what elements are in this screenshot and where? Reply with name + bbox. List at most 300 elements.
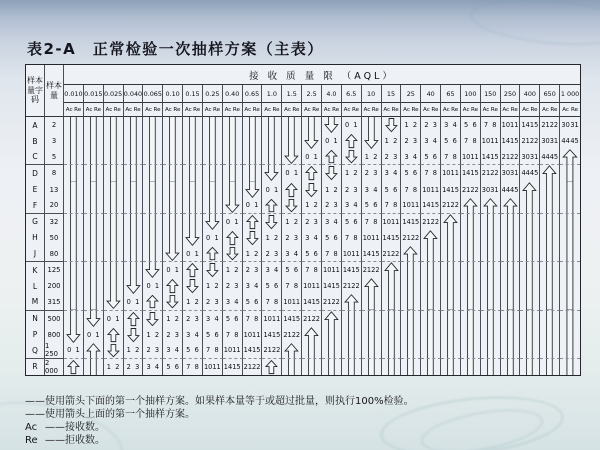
arrow-cell — [84, 359, 104, 375]
up-arrow-icon — [401, 327, 420, 343]
arrow-cell — [501, 230, 521, 246]
row-sample-size: 20 — [45, 198, 64, 214]
arrow-cell — [401, 327, 421, 343]
down-arrow-icon — [203, 165, 222, 181]
acre-subheader: Ac Re — [124, 103, 144, 117]
down-arrow-icon — [124, 165, 143, 181]
arrow-cell — [104, 246, 124, 262]
arrow-cell — [84, 230, 104, 246]
aql-column-value: 0.25 — [203, 85, 223, 103]
arrow-cell — [143, 214, 163, 230]
arrow-cell — [262, 359, 282, 375]
arrow-cell — [262, 214, 282, 230]
up-arrow-icon — [501, 311, 520, 327]
row-code-letter: G — [26, 214, 45, 230]
up-arrow-icon — [461, 198, 480, 213]
up-arrow-icon — [540, 246, 559, 261]
acre-plan-cell: 7 8 — [262, 294, 282, 310]
arrow-cell — [104, 230, 124, 246]
footnote-line: ——使用箭头下面的第一个抽样方案。如果样本量等于或超过批量，则执行100%检验。 — [25, 396, 414, 407]
arrow-cell — [183, 198, 203, 214]
arrow-cell — [481, 327, 501, 343]
up-arrow-icon — [481, 343, 500, 358]
arrow-cell — [461, 246, 481, 262]
arrow-cell — [84, 117, 104, 133]
acre-plan-cell: 7 8 — [441, 149, 461, 165]
up-arrow-icon — [481, 230, 500, 246]
arrow-cell — [243, 182, 263, 198]
arrow-cell — [183, 278, 203, 294]
acre-plan-cell: 3 4 — [262, 262, 282, 278]
arrow-cell — [520, 278, 540, 294]
arrow-cell — [183, 133, 203, 149]
aql-column-value: 40 — [421, 85, 441, 103]
arrow-cell — [282, 133, 302, 149]
up-arrow-icon — [382, 278, 401, 294]
down-arrow-icon — [243, 149, 262, 164]
acre-plan-cell: 2 3 — [401, 133, 421, 149]
arrow-cell — [560, 165, 580, 181]
acre-plan-cell: 30 31 — [520, 149, 540, 165]
up-arrow-icon — [540, 311, 559, 327]
arrow-cell — [362, 359, 382, 375]
arrow-cell — [282, 343, 302, 359]
down-arrow-icon — [183, 182, 202, 198]
up-arrow-icon — [560, 359, 580, 375]
arrow-cell — [501, 278, 521, 294]
up-arrow-icon — [481, 327, 500, 343]
down-arrow-icon — [104, 182, 123, 198]
up-arrow-icon — [401, 278, 420, 294]
arrow-cell — [501, 214, 521, 230]
arrow-cell — [64, 311, 84, 327]
up-arrow-icon — [64, 359, 83, 375]
arrow-cell — [84, 149, 104, 165]
up-arrow-icon — [481, 214, 500, 230]
down-arrow-icon — [64, 230, 83, 246]
down-arrow-icon — [104, 133, 123, 149]
arrow-cell — [520, 359, 540, 375]
acre-plan-cell: 5 6 — [441, 133, 461, 149]
acre-subheader: Ac Re — [143, 103, 163, 117]
down-arrow-icon — [124, 262, 143, 278]
acre-plan-cell: 2 3 — [183, 311, 203, 327]
up-arrow-icon — [104, 327, 123, 343]
row-code-letter: R — [26, 359, 45, 375]
acre-plan-cell: 3 4 — [203, 311, 223, 327]
acre-plan-cell: 7 8 — [382, 198, 402, 214]
arrow-cell — [560, 262, 580, 278]
down-arrow-icon — [84, 198, 103, 213]
arrow-cell — [124, 149, 144, 165]
aql-column-value: 100 — [461, 85, 481, 103]
acre-plan-cell: 7 8 — [481, 117, 501, 133]
down-arrow-icon — [64, 278, 83, 294]
arrow-cell — [461, 198, 481, 214]
arrow-cell — [84, 246, 104, 262]
up-arrow-icon — [461, 246, 480, 261]
up-arrow-icon — [441, 214, 460, 230]
down-arrow-icon — [104, 230, 123, 246]
up-arrow-icon — [401, 311, 420, 327]
down-arrow-icon — [203, 149, 222, 164]
acre-subheader: Ac Re — [461, 103, 481, 117]
up-arrow-icon — [421, 359, 440, 375]
down-arrow-icon — [223, 198, 242, 213]
arrow-cell — [64, 182, 84, 198]
down-arrow-icon — [64, 311, 83, 327]
arrow-cell — [262, 165, 282, 181]
down-arrow-icon — [262, 214, 281, 230]
acre-plan-cell: 21 22 — [282, 327, 302, 343]
arrow-cell — [540, 182, 560, 198]
acre-plan-cell: 14 15 — [243, 343, 263, 359]
arrow-cell — [401, 359, 421, 375]
down-arrow-icon — [282, 133, 301, 149]
row-sample-size: 315 — [45, 294, 64, 310]
arrow-cell — [302, 327, 322, 343]
up-arrow-icon — [461, 343, 480, 358]
acre-plan-cell: 14 15 — [481, 149, 501, 165]
up-arrow-icon — [481, 278, 500, 294]
arrow-cell — [302, 343, 322, 359]
arrow-cell — [342, 294, 362, 310]
up-arrow-icon — [322, 327, 341, 343]
down-arrow-icon — [143, 149, 162, 164]
footnote-line: Ac ——接收数。 — [25, 422, 105, 433]
arrow-cell — [223, 117, 243, 133]
up-arrow-icon — [143, 294, 162, 309]
acre-subheader: Ac Re — [183, 103, 203, 117]
row-code-letter: J — [26, 246, 45, 262]
arrow-cell — [322, 327, 342, 343]
header-sample-size: 样本量 — [45, 65, 64, 117]
arrow-cell — [84, 182, 104, 198]
arrow-cell — [203, 198, 223, 214]
down-arrow-icon — [163, 246, 182, 261]
up-arrow-icon — [540, 294, 559, 309]
up-arrow-icon — [520, 230, 539, 246]
arrow-cell — [421, 230, 441, 246]
down-arrow-icon — [223, 246, 242, 261]
arrow-cell — [560, 311, 580, 327]
arrow-cell — [401, 246, 421, 262]
up-arrow-icon — [441, 359, 460, 375]
down-arrow-icon — [183, 149, 202, 164]
arrow-cell — [143, 230, 163, 246]
arrow-cell — [203, 182, 223, 198]
arrow-cell — [540, 165, 560, 181]
up-arrow-icon — [520, 278, 539, 294]
aql-column-value: 0.040 — [124, 85, 144, 103]
arrow-cell — [441, 327, 461, 343]
arrow-cell — [124, 327, 144, 343]
acre-plan-cell: 21 22 — [342, 278, 362, 294]
down-arrow-icon — [124, 133, 143, 149]
arrow-cell — [183, 214, 203, 230]
arrow-cell — [262, 198, 282, 214]
acre-plan-cell: 0 1 — [302, 149, 322, 165]
aql-column-value: 0.40 — [223, 85, 243, 103]
acre-plan-cell: 10 11 — [282, 294, 302, 310]
arrow-cell — [64, 230, 84, 246]
arrow-cell — [282, 359, 302, 375]
up-arrow-icon — [560, 230, 580, 246]
row-code-letter: K — [26, 262, 45, 278]
arrow-cell — [481, 294, 501, 310]
up-arrow-icon — [183, 262, 202, 278]
arrow-cell — [64, 246, 84, 262]
arrow-cell — [243, 149, 263, 165]
up-arrow-icon — [461, 294, 480, 309]
arrow-cell — [64, 327, 84, 343]
arrow-cell — [441, 311, 461, 327]
up-arrow-icon — [302, 343, 321, 358]
acre-plan-cell: 0 1 — [322, 133, 342, 149]
arrow-cell — [124, 117, 144, 133]
header-sample-size-code-letter: 样本量字码 — [26, 65, 45, 117]
acre-plan-cell: 0 1 — [64, 343, 84, 359]
arrow-cell — [223, 133, 243, 149]
up-arrow-icon — [342, 133, 361, 149]
down-arrow-icon — [143, 133, 162, 149]
aql-column-value: 0.10 — [163, 85, 183, 103]
arrow-cell — [163, 230, 183, 246]
up-arrow-icon — [540, 327, 559, 343]
arrow-cell — [560, 182, 580, 198]
arrow-cell — [104, 182, 124, 198]
acre-plan-cell: 7 8 — [223, 327, 243, 343]
row-sample-size: 125 — [45, 262, 64, 278]
acre-subheader: Ac Re — [203, 103, 223, 117]
up-arrow-icon — [540, 278, 559, 294]
arrow-cell — [501, 246, 521, 262]
down-arrow-icon — [362, 117, 381, 133]
up-arrow-icon — [362, 311, 381, 327]
acre-subheader: Ac Re — [540, 103, 560, 117]
arrow-cell — [322, 359, 342, 375]
arrow-cell — [382, 278, 402, 294]
acre-plan-cell: 5 6 — [243, 294, 263, 310]
arrow-cell — [64, 117, 84, 133]
acre-plan-cell: 21 22 — [441, 198, 461, 214]
acre-plan-cell: 10 11 — [203, 359, 223, 375]
acre-plan-cell: 2 3 — [203, 294, 223, 310]
up-arrow-icon — [501, 214, 520, 230]
up-arrow-icon — [382, 359, 401, 375]
arrow-cell — [501, 198, 521, 214]
up-arrow-icon — [560, 294, 580, 309]
acre-subheader: Ac Re — [481, 103, 501, 117]
arrow-cell — [124, 182, 144, 198]
up-arrow-icon — [560, 198, 580, 213]
row-sample-size: 800 — [45, 327, 64, 343]
acre-plan-cell: 1 2 — [163, 311, 183, 327]
arrow-cell — [520, 246, 540, 262]
row-code-letter: L — [26, 278, 45, 294]
arrow-cell — [501, 327, 521, 343]
arrow-cell — [64, 133, 84, 149]
arrow-cell — [104, 149, 124, 165]
acre-plan-cell: 21 22 — [302, 311, 322, 327]
acre-plan-cell: 2 3 — [124, 359, 144, 375]
arrow-cell — [104, 327, 124, 343]
down-arrow-icon — [203, 133, 222, 149]
up-arrow-icon — [560, 182, 580, 198]
arrow-cell — [223, 149, 243, 165]
arrow-cell — [421, 278, 441, 294]
acre-plan-cell: 3 4 — [382, 165, 402, 181]
acre-plan-cell: 1 2 — [124, 343, 144, 359]
acre-plan-cell: 7 8 — [401, 182, 421, 198]
aql-column-value: 0.015 — [84, 85, 104, 103]
down-arrow-icon — [223, 133, 242, 149]
down-arrow-icon — [64, 214, 83, 230]
arrow-cell — [223, 182, 243, 198]
arrow-cell — [302, 133, 322, 149]
arrow-cell — [362, 343, 382, 359]
acre-subheader: Ac Re — [84, 103, 104, 117]
up-arrow-icon — [501, 327, 520, 343]
row-code-letter: P — [26, 327, 45, 343]
arrow-cell — [481, 359, 501, 375]
arrow-cell — [262, 149, 282, 165]
down-arrow-icon — [203, 117, 222, 133]
acre-plan-cell: 1 2 — [203, 278, 223, 294]
row-code-letter: H — [26, 230, 45, 246]
down-arrow-icon — [183, 117, 202, 133]
up-arrow-icon — [461, 214, 480, 230]
arrow-cell — [481, 262, 501, 278]
arrow-cell — [501, 262, 521, 278]
arrow-cell — [124, 133, 144, 149]
up-arrow-icon — [441, 278, 460, 294]
arrow-cell — [163, 198, 183, 214]
down-arrow-icon — [143, 165, 162, 181]
aql-column-value: 250 — [501, 85, 521, 103]
arrow-cell — [104, 117, 124, 133]
up-arrow-icon — [421, 327, 440, 343]
arrow-cell — [203, 165, 223, 181]
arrow-cell — [461, 278, 481, 294]
acre-subheader: Ac Re — [560, 103, 580, 117]
arrow-cell — [421, 343, 441, 359]
arrow-cell — [481, 278, 501, 294]
arrow-cell — [481, 214, 501, 230]
arrow-cell — [461, 230, 481, 246]
down-arrow-icon — [302, 133, 321, 149]
down-arrow-icon — [163, 294, 182, 309]
up-arrow-icon — [461, 327, 480, 343]
acre-plan-cell: 5 6 — [362, 198, 382, 214]
row-code-letter: Q — [26, 343, 45, 359]
arrow-cell — [481, 230, 501, 246]
up-arrow-icon — [362, 278, 381, 294]
down-arrow-icon — [223, 165, 242, 181]
down-arrow-icon — [203, 198, 222, 213]
arrow-cell — [282, 117, 302, 133]
arrow-cell — [520, 230, 540, 246]
arrow-cell — [481, 246, 501, 262]
row-sample-size: 13 — [45, 182, 64, 198]
acre-plan-cell: 14 15 — [322, 278, 342, 294]
up-arrow-icon — [342, 359, 361, 375]
aql-column-value: 1.5 — [282, 85, 302, 103]
down-arrow-icon — [64, 149, 83, 164]
acre-plan-cell: 3 4 — [362, 182, 382, 198]
acre-plan-cell: 30 31 — [561, 121, 579, 130]
down-arrow-icon — [203, 182, 222, 198]
down-arrow-icon — [104, 262, 123, 278]
acre-plan-cell: 2 3 — [262, 246, 282, 262]
down-arrow-icon — [84, 214, 103, 230]
row-code-letter: C — [26, 149, 45, 165]
up-arrow-icon — [540, 214, 559, 230]
acre-plan-cell: 7 8 — [243, 311, 263, 327]
down-arrow-icon — [163, 149, 182, 164]
acre-subheader: Ac Re — [302, 103, 322, 117]
arrow-cell — [143, 149, 163, 165]
arrow-cell — [560, 149, 580, 165]
down-arrow-icon — [262, 165, 281, 181]
map-watermark — [468, 0, 600, 51]
acre-plan-cell: 14 15 — [262, 327, 282, 343]
up-arrow-icon — [540, 343, 559, 358]
down-arrow-icon — [64, 262, 83, 278]
acre-plan-cell: 1 2 — [223, 262, 243, 278]
acre-plan-cell: 7 8 — [362, 214, 382, 230]
acre-subheader: Ac Re — [441, 103, 461, 117]
up-arrow-icon — [560, 311, 580, 327]
up-arrow-icon — [441, 230, 460, 246]
down-arrow-icon — [203, 214, 222, 230]
arrow-cell — [183, 149, 203, 165]
footnote-line: Re ——拒收数。 — [25, 435, 105, 446]
down-arrow-icon — [223, 182, 242, 198]
up-arrow-icon — [461, 359, 480, 375]
arrow-cell — [520, 327, 540, 343]
acre-subheader: Ac Re — [520, 103, 540, 117]
acre-plan-cell: 3 4 — [421, 133, 441, 149]
up-arrow-icon — [501, 359, 520, 375]
up-arrow-icon — [421, 294, 440, 309]
down-arrow-icon — [262, 117, 281, 133]
acre-plan-cell: 5 6 — [302, 246, 322, 262]
up-arrow-icon — [481, 294, 500, 309]
arrow-cell — [203, 133, 223, 149]
arrow-cell — [322, 311, 342, 327]
down-arrow-icon — [124, 246, 143, 261]
acre-plan-cell: 2 3 — [163, 327, 183, 343]
arrow-cell — [302, 165, 322, 181]
down-arrow-icon — [362, 133, 381, 149]
arrow-cell — [461, 262, 481, 278]
up-arrow-icon — [481, 359, 500, 375]
footnotes — [25, 395, 414, 447]
row-sample-size: 5 — [45, 149, 64, 165]
up-arrow-icon — [560, 262, 580, 278]
up-arrow-icon — [124, 311, 143, 327]
arrow-cell — [401, 294, 421, 310]
down-arrow-icon — [183, 133, 202, 149]
arrow-cell — [441, 246, 461, 262]
arrow-cell — [520, 262, 540, 278]
up-arrow-icon — [520, 294, 539, 309]
acre-plan-cell: 5 6 — [461, 117, 481, 133]
arrow-cell — [560, 246, 580, 262]
acre-plan-cell: 30 31 — [501, 165, 521, 181]
acre-plan-cell: 0 1 — [223, 214, 243, 230]
